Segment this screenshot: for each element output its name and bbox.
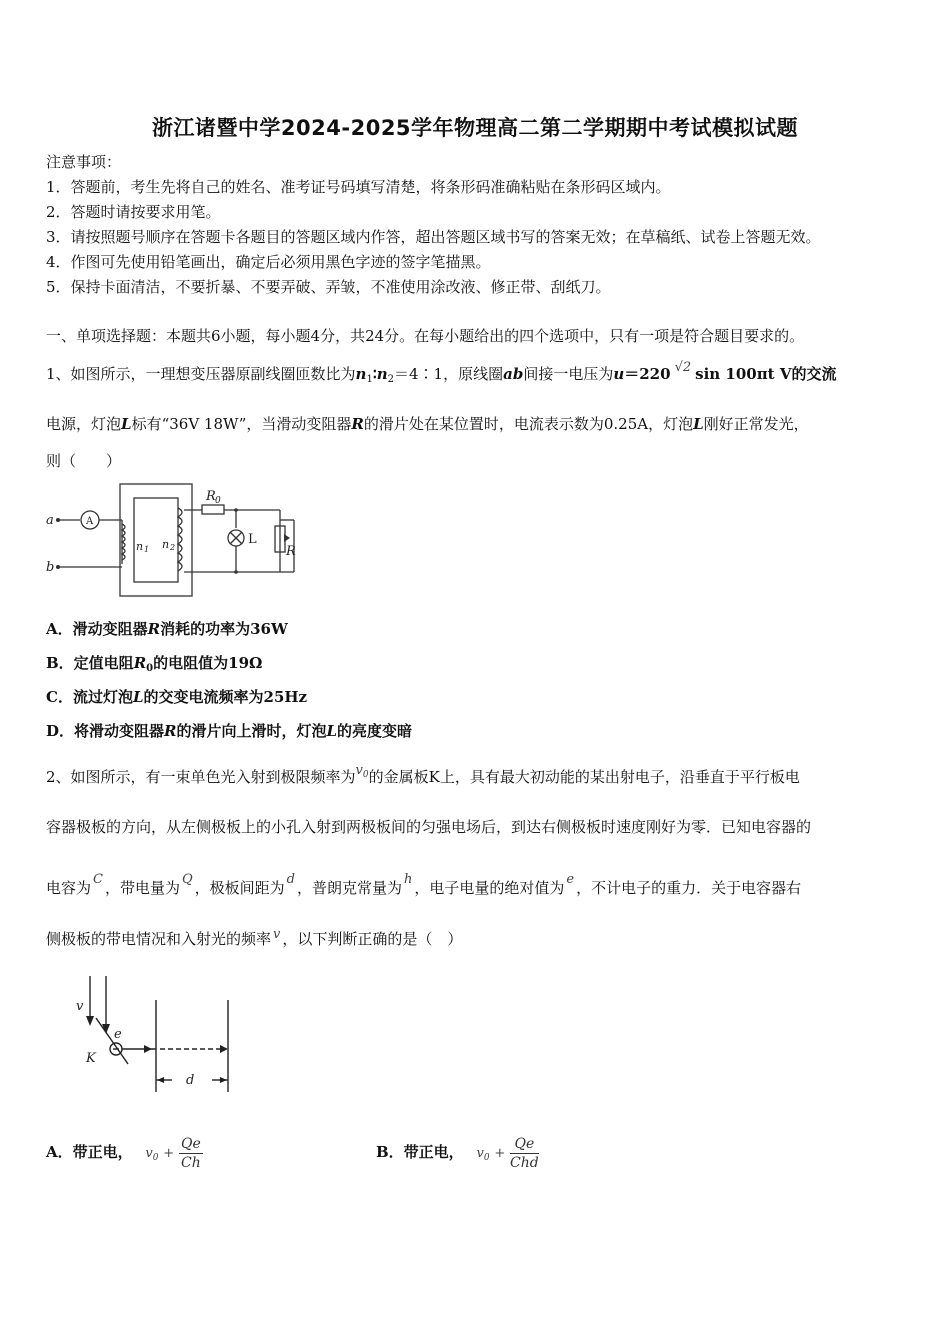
q1-L: L	[693, 415, 704, 433]
option-v0: v	[145, 1146, 153, 1161]
terminal-b-label: b	[46, 560, 55, 575]
q1-sine: sin 100πt V的交流	[695, 365, 837, 383]
q2-stem-line1	[46, 763, 800, 793]
option-text: 的滑片向上滑时，灯泡	[176, 722, 327, 740]
option-plus: +	[163, 1146, 175, 1161]
q1-n1-sub: 1	[366, 374, 373, 385]
q1-option-a[interactable]	[46, 619, 288, 639]
gap-d-label: d	[186, 1073, 195, 1088]
q2-v: v	[273, 927, 281, 942]
q2-C: C	[93, 872, 103, 887]
notice-item: 4．作图可先使用铅笔画出，确定后必须用黑色字迹的签字笔描黑。	[46, 253, 491, 271]
electron-e-label: e	[114, 1027, 122, 1042]
q1-text: 1、如图所示，一理想变压器原副线圈匝数比为	[46, 365, 356, 383]
q2-text: ，普朗克常量为	[297, 879, 403, 897]
q2-option-b[interactable]	[376, 1132, 539, 1178]
notice-heading: 注意事项：	[46, 153, 122, 171]
fraction-denominator: Ch	[181, 1154, 201, 1171]
q1-colon: ∶	[372, 365, 377, 383]
option-symbol: R	[133, 654, 147, 672]
q2-stem-line4	[46, 929, 462, 951]
rheostat-label: R	[286, 544, 296, 559]
option-v0-sub: 0	[483, 1153, 490, 1163]
q1-option-d[interactable]	[46, 721, 412, 741]
terminal-a-label: a	[46, 513, 54, 528]
q1-text: 标有“36V 18W”，当滑动变阻器	[131, 415, 352, 433]
q2-e: e	[566, 872, 575, 887]
q2-text: ，电子电量的绝对值为	[414, 879, 565, 897]
option-text: A．滑动变阻器	[46, 620, 148, 638]
option-fraction	[510, 1135, 539, 1172]
page-title: 浙江诸暨中学2024-2025学年物理高二第二学期期中考试模拟试题	[151, 116, 799, 140]
option-subscript: 0	[146, 663, 154, 674]
q1-text: 的滑片处在某位置时，电流表示数为0.25A，灯泡	[363, 415, 694, 433]
option-symbol: R	[147, 620, 161, 638]
q1-n2: n	[376, 365, 388, 383]
option-symbol: R	[164, 722, 177, 740]
ammeter-label: A	[86, 516, 94, 527]
q1-u: u	[613, 365, 625, 383]
q1-text: 刚好正常发光，	[703, 415, 809, 433]
fraction-numerator: Qe	[510, 1135, 539, 1154]
r0-label: R	[206, 489, 216, 504]
option-text: B．定值电阻	[46, 654, 134, 672]
q1-option-c[interactable]	[46, 687, 307, 707]
option-text: C．流过灯泡	[46, 688, 133, 706]
q2-stem-line2: 容器极板的方向，从左侧极板上的小孔入射到两极板间的匀强电场后，到达右侧极板时速度刚好为零．已知电容器的	[46, 818, 812, 836]
q2-text: 的金属板K上，具有最大初动能的某出射电子，沿垂直于平行板电	[368, 768, 800, 786]
q2-Q: Q	[181, 872, 193, 887]
q1-stem-line3: 则（ ）	[46, 452, 122, 470]
q2-text: ，以下判断正确的是（ ）	[282, 930, 463, 948]
q1-text: 间接一电压为	[523, 365, 614, 383]
q1-circuit-figure	[44, 480, 304, 600]
option-plus: +	[494, 1146, 506, 1161]
option-fraction	[179, 1135, 203, 1172]
notice-item: 2．答题时请按要求用笔。	[46, 203, 221, 221]
notice-item: 5．保持卡面清洁，不要折暴、不要弄破、弄皱，不准使用涂改液、修正带、刮纸刀。	[46, 278, 611, 296]
n1-sub-label: 1	[144, 545, 150, 554]
option-symbol: L	[326, 722, 338, 740]
q1-n1: n	[355, 365, 367, 383]
light-v-label: v	[76, 999, 84, 1014]
q2-text: 电容为	[46, 879, 92, 897]
option-text: 消耗的功率为36W	[160, 620, 288, 638]
fraction-numerator: Qe	[180, 1135, 201, 1152]
option-text: 的电阻值为19Ω	[153, 654, 263, 672]
q2-h: h	[404, 872, 413, 887]
option-text: 的交变电流频率为25Hz	[143, 688, 308, 706]
q1-n2-sub: 2	[387, 374, 395, 385]
q1-option-b[interactable]	[46, 653, 262, 679]
q2-text: ，极板间距为	[194, 879, 285, 897]
q1-L: L	[121, 415, 132, 433]
q1-stem-line1	[46, 360, 837, 390]
r0-sub-label: 0	[215, 496, 221, 506]
q2-d: d	[286, 872, 295, 887]
q1-stem-line2	[46, 414, 809, 434]
q1-ab: ab	[503, 365, 524, 383]
option-text: 的亮度变暗	[337, 722, 413, 740]
q2-option-a[interactable]	[46, 1132, 203, 1178]
n2-label: n	[162, 538, 170, 551]
q2-text: ，不计电子的重力．关于电容器右	[576, 879, 802, 897]
plate-k-label: K	[86, 1051, 96, 1066]
notice-item: 3．请按照题号顺序在答题卡各题目的答题区域内作答，超出答题区域书写的答案无效；在草稿纸、试卷上答题无效。	[46, 228, 821, 246]
q2-text: 2、如图所示，有一束单色光入射到极限频率为	[46, 768, 356, 786]
n2-sub-label: 2	[170, 543, 176, 552]
q2-v0: v	[355, 763, 363, 778]
option-text: A．带正电，	[46, 1143, 133, 1161]
notice-item: 1．答题前，考生先将自己的姓名、准考证号码填写清楚，将条形码准确粘贴在条形码区域内。	[46, 178, 671, 196]
n1-label: n	[136, 540, 144, 553]
q2-stem-line3	[46, 872, 802, 900]
q1-ratio: ＝4∶1，原线圈	[394, 365, 504, 383]
q1-R: R	[351, 415, 364, 433]
q2-photoelectric-figure	[44, 970, 264, 1100]
fraction-denominator: Chd	[510, 1154, 539, 1171]
q1-sqrt: √2	[674, 360, 692, 375]
option-symbol: L	[132, 688, 144, 706]
q2-text: 侧极板的带电情况和入射光的频率	[46, 930, 272, 948]
q1-voltage: ＝220	[624, 365, 671, 383]
option-text: B．带正电，	[376, 1143, 464, 1161]
option-v0-sub: 0	[152, 1153, 159, 1163]
lamp-label: L	[248, 532, 257, 547]
section-heading: 一、单项选择题：本题共6小题，每小题4分，共24分。在每小题给出的四个选项中，只有一项是符合题目要求的。	[46, 327, 805, 345]
option-text: D．将滑动变阻器	[46, 722, 165, 740]
option-v0: v	[476, 1146, 484, 1161]
q2-text: ，带电量为	[104, 879, 180, 897]
q1-text: 电源，灯泡	[46, 415, 122, 433]
q2-v0-sub: 0	[362, 770, 369, 780]
